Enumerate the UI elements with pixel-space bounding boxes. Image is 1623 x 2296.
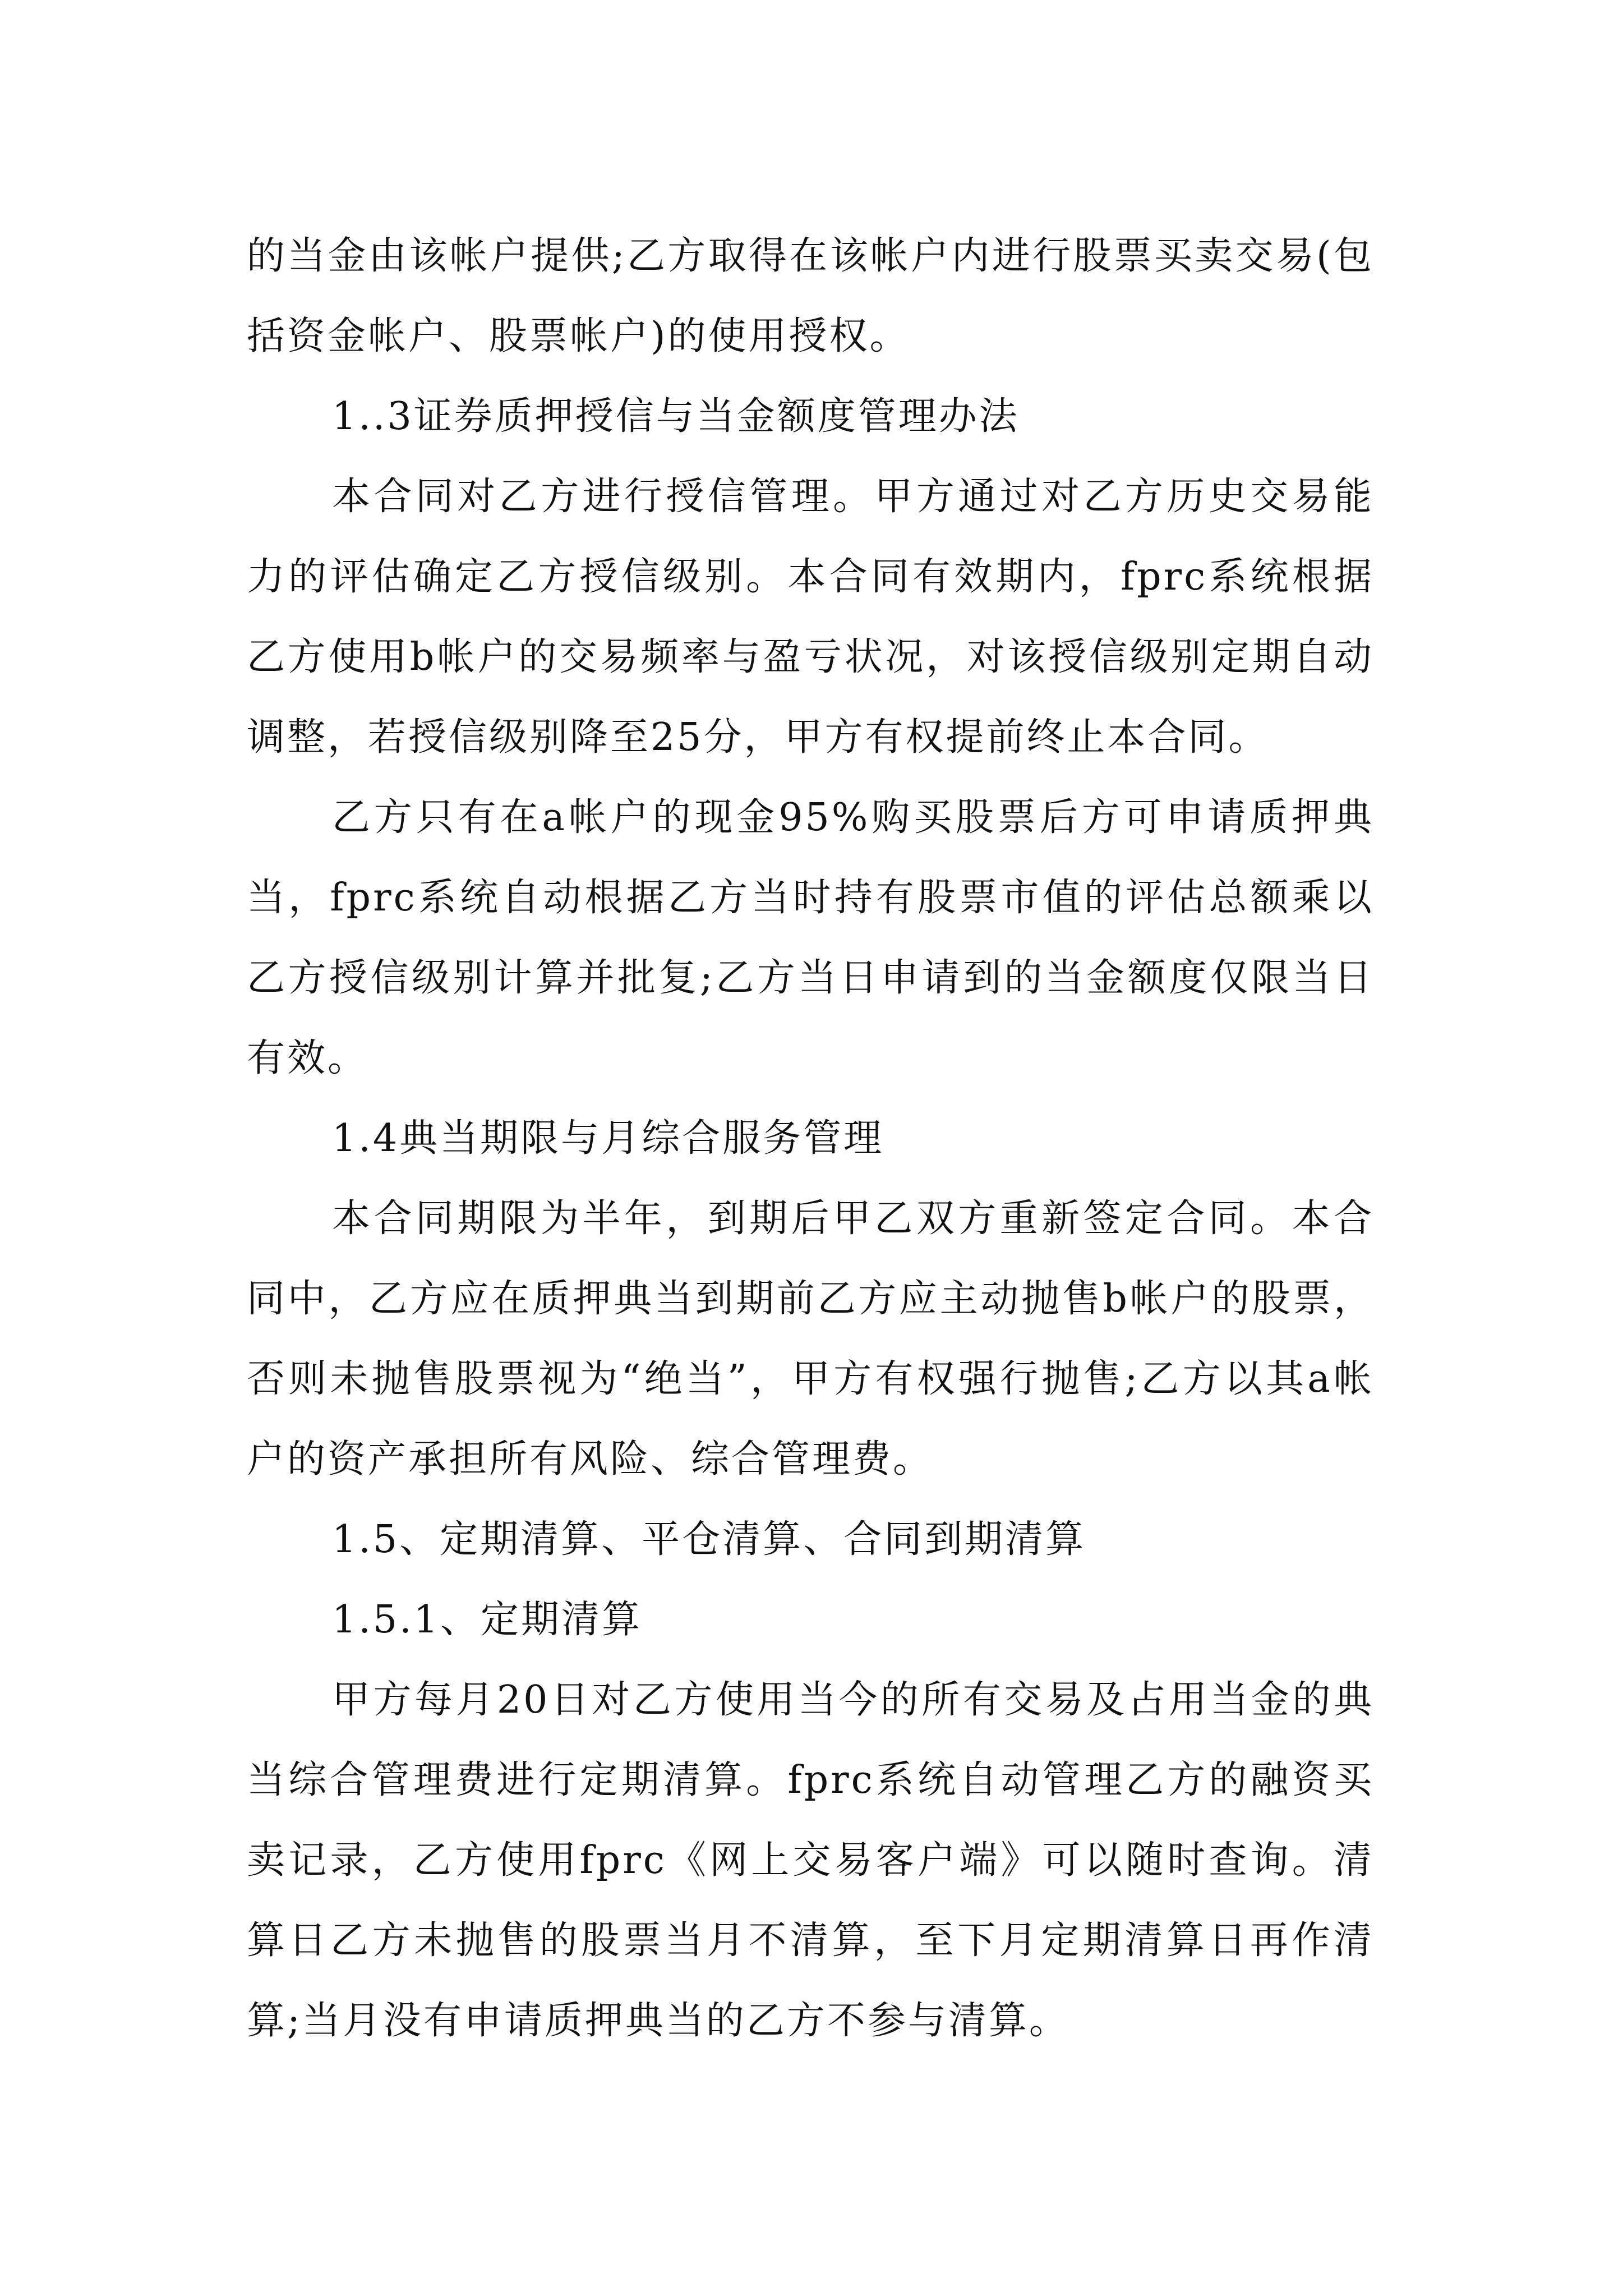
paragraph-periodic-settlement: 甲方每月20日对乙方使用当今的所有交易及占用当金的典当综合管理费进行定期清算。fprc系统自动管理乙方的融资买卖记录，乙方使用fprc《网上交易客户端》可以随时查询。清算日乙方未抛售的股票当月不清算，至下月定期清算日再作清算;当月没有申请质押典当的乙方不参与清算。	[247, 1678, 1374, 2043]
paragraph-contract-term: 本合同期限为半年，到期后甲乙双方重新签定合同。本合同中，乙方应在质押典当到期前乙方应主动抛售b帐户的股票，否则未抛售股票视为“绝当”，甲方有权强行抛售;乙方以其a帐户的资产承担所有风险、综合管理费。	[247, 1197, 1374, 1481]
paragraph-pledge-application: 乙方只有在a帐户的现金95%购买股票后方可申请质押典当，fprc系统自动根据乙方当时持有股票市值的评估总额乘以乙方授信级别计算并批复;乙方当日申请到的当金额度仅限当日有效。	[247, 795, 1374, 1080]
paragraph-account-provision: 的当金由该帐户提供;乙方取得在该帐户内进行股票买卖交易(包括资金帐户、股票帐户)的使用授权。	[247, 234, 1374, 358]
paragraph-credit-rating: 本合同对乙方进行授信管理。甲方通过对乙方历史交易能力的评估确定乙方授信级别。本合同有效期内，fprc系统根据乙方使用b帐户的交易频率与盈亏状况，对该授信级别定期自动调整，若授信级别降至25分，甲方有权提前终止本合同。	[247, 475, 1374, 760]
heading-settlement-types: 1.5、定期清算、平仓清算、合同到期清算	[332, 1517, 1086, 1562]
heading-pawn-term: 1.4典当期限与月综合服务管理	[332, 1116, 884, 1161]
heading-periodic-settlement: 1.5.1、定期清算	[332, 1598, 643, 1642]
heading-credit-management: 1..3证券质押授信与当金额度管理办法	[332, 394, 1020, 439]
document-body	[247, 216, 1374, 2061]
